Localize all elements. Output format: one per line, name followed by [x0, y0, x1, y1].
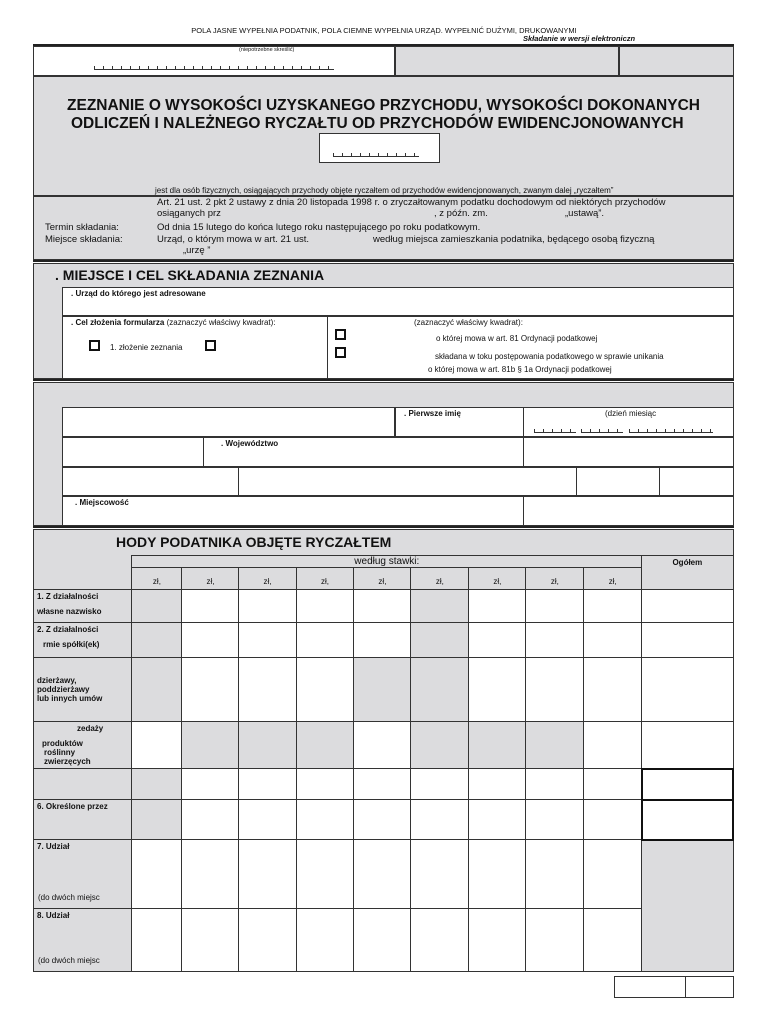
- row3-label-c: lub innych umów: [37, 694, 103, 703]
- correction-option2-label-a: składana w toku postępowania podatkowego w sprawie unikania: [435, 352, 664, 361]
- amount-cell[interactable]: [469, 769, 526, 800]
- share-cell[interactable]: [469, 840, 526, 909]
- table-row: [34, 623, 734, 658]
- correction-option2-checkbox[interactable]: [335, 347, 346, 358]
- amount-cell[interactable]: [584, 658, 642, 722]
- total-header: Ogółem: [642, 556, 733, 590]
- table-row: [34, 840, 734, 909]
- amount-cell[interactable]: [469, 590, 526, 623]
- row7-label-a: 7. Udział: [37, 842, 70, 851]
- amount-cell[interactable]: [354, 769, 411, 800]
- row3-label-a: dzierżawy,: [37, 676, 77, 685]
- amount-cell[interactable]: [296, 658, 354, 722]
- amount-cell[interactable]: [354, 722, 411, 769]
- amount-cell[interactable]: [642, 800, 733, 840]
- share-cell[interactable]: [354, 909, 411, 972]
- tax-office-label: . Urząd do którego jest adresowane: [71, 289, 206, 298]
- taxpayer-id-field[interactable]: [33, 46, 395, 76]
- place-text: Urząd, o którym mowa w art. 21 ust.: [157, 234, 310, 245]
- amount-cell[interactable]: [526, 623, 584, 658]
- purpose-label: . Cel złożenia formularza: [71, 318, 165, 327]
- currency-label: zł,: [354, 568, 411, 590]
- share-cell[interactable]: [296, 909, 354, 972]
- row4-label-c: roślinny: [44, 748, 76, 757]
- amount-cell[interactable]: [642, 658, 733, 722]
- currency-label: zł,: [584, 568, 642, 590]
- currency-label: zł,: [469, 568, 526, 590]
- legal-basis-b2: , z późn. zm.: [434, 208, 488, 219]
- postal-code-field[interactable]: [523, 496, 734, 526]
- amount-cell[interactable]: [584, 722, 642, 769]
- form-code-box: [614, 976, 686, 998]
- correction-field: [327, 316, 734, 379]
- section-c-title: HODY PODATNIKA OBJĘTE RYCZAŁTEM: [116, 534, 392, 550]
- row8-label-a: 8. Udział: [37, 911, 70, 920]
- district-field[interactable]: [523, 437, 734, 467]
- amount-cell[interactable]: [584, 623, 642, 658]
- legal-basis-a: Art. 21 ust. 2 pkt 2 ustawy z dnia 20 listopada 1998 r. o zryczałtowanym podatku dochodowym od niektórych przychodów: [157, 197, 666, 208]
- house-number-field[interactable]: [576, 467, 660, 496]
- amount-cell[interactable]: [469, 623, 526, 658]
- place-label: Miejsce składania:: [45, 234, 123, 245]
- correction-option2-label-b: o której mowa w art. 81b § 1a Ordynacji podatkowej: [428, 365, 612, 374]
- amount-cell[interactable]: [354, 590, 411, 623]
- amount-cell[interactable]: [642, 623, 733, 658]
- tax-office-field[interactable]: [62, 287, 734, 316]
- id-caption: (niepotrzebne skreślić): [239, 47, 295, 53]
- amount-cell[interactable]: [182, 769, 239, 800]
- place-text-3: „urzę ”: [183, 245, 211, 256]
- correction-option1-checkbox[interactable]: [335, 329, 346, 340]
- flat-number-field[interactable]: [659, 467, 734, 496]
- row3-label-b: poddzierżawy: [37, 685, 90, 694]
- share-cell[interactable]: [354, 840, 411, 909]
- office-field-2: [619, 46, 734, 76]
- year-field[interactable]: [319, 133, 440, 163]
- voivodeship-label: . Województwo: [221, 439, 279, 448]
- currency-label: zł,: [132, 568, 182, 590]
- page-number-box: [685, 976, 734, 998]
- amount-cell[interactable]: [526, 800, 584, 840]
- city-label: . Miejscowość: [75, 498, 129, 507]
- income-table: [33, 555, 734, 972]
- amount-cell[interactable]: [411, 769, 469, 800]
- amount-cell[interactable]: [354, 623, 411, 658]
- place-text-2: według miejsca zamieszkania podatnika, będącego osobą fizyczną: [373, 234, 655, 245]
- share-cell[interactable]: [132, 909, 182, 972]
- legal-basis-b1: osiąganych prz: [157, 208, 221, 219]
- share-cell[interactable]: [584, 909, 642, 972]
- purpose-hint: (zaznaczyć właściwy kwadrat):: [166, 318, 276, 327]
- amount-cell[interactable]: [584, 800, 642, 840]
- birth-date-field[interactable]: [523, 407, 734, 437]
- amount-cell[interactable]: [526, 658, 584, 722]
- share-cell[interactable]: [296, 840, 354, 909]
- row7-label-b: (do dwóch miejsc: [38, 893, 100, 902]
- row2-label-b: rmie spółki(ek): [43, 640, 100, 649]
- share-cell[interactable]: [239, 840, 296, 909]
- electronic-note: Składanie w wersji elektroniczn: [523, 34, 636, 43]
- row2-label-a: 2. Z działalności: [37, 625, 99, 634]
- submit-checkbox[interactable]: [89, 340, 100, 351]
- share-cell[interactable]: [411, 909, 469, 972]
- correction-checkbox[interactable]: [205, 340, 216, 351]
- amount-cell[interactable]: [526, 769, 584, 800]
- purpose-field: [62, 316, 328, 379]
- rates-header: według stawki:: [132, 556, 642, 568]
- amount-cell[interactable]: [642, 590, 733, 623]
- right-hint: (zaznaczyć właściwy kwadrat):: [414, 318, 523, 327]
- table-row: [34, 590, 734, 623]
- share-cell[interactable]: [526, 909, 584, 972]
- table-row: [34, 800, 734, 840]
- commune-field[interactable]: [62, 467, 239, 496]
- row6-label: 6. Określone przez: [37, 802, 108, 811]
- deadline-text: Od dnia 15 lutego do końca lutego roku następującego po roku podatkowym.: [157, 222, 481, 233]
- office-field: [395, 46, 619, 76]
- row4-label-d: zwierzęcych: [44, 757, 91, 766]
- share-cell[interactable]: [132, 840, 182, 909]
- row4-label-b: produktów: [42, 739, 83, 748]
- amount-cell[interactable]: [296, 769, 354, 800]
- table-row: [34, 909, 734, 972]
- share-cell[interactable]: [469, 909, 526, 972]
- street-field[interactable]: [238, 467, 577, 496]
- amount-cell[interactable]: [182, 623, 239, 658]
- amount-cell[interactable]: [182, 800, 239, 840]
- amount-cell[interactable]: [239, 800, 296, 840]
- share-cell[interactable]: [239, 909, 296, 972]
- first-name-field[interactable]: [395, 407, 524, 437]
- currency-label: zł,: [526, 568, 584, 590]
- amount-cell[interactable]: [354, 800, 411, 840]
- share-cell[interactable]: [584, 840, 642, 909]
- currency-label: zł,: [182, 568, 239, 590]
- city-field[interactable]: [62, 496, 524, 526]
- amount-cell[interactable]: [182, 590, 239, 623]
- amount-cell[interactable]: [642, 769, 733, 800]
- submit-option-label: 1. złożenie zeznania: [110, 343, 183, 352]
- first-name-label: . Pierwsze imię: [404, 409, 461, 418]
- fill-instruction: POLA JASNE WYPEŁNIA PODATNIK, POLA CIEMNE WYPEŁNIA URZĄD. WYPEŁNIĆ DUŻYMI, DRUKOWANYMI: [191, 26, 577, 35]
- amount-cell[interactable]: [584, 590, 642, 623]
- row4-label-a: zedaży: [77, 724, 104, 733]
- amount-cell[interactable]: [469, 800, 526, 840]
- amount-cell[interactable]: [239, 590, 296, 623]
- amount-cell[interactable]: [296, 800, 354, 840]
- row8-label-b: (do dwóch miejsc: [38, 956, 100, 965]
- country-field[interactable]: [62, 437, 204, 467]
- table-row: [34, 658, 734, 722]
- table-row: [34, 769, 734, 800]
- amount-cell[interactable]: [239, 769, 296, 800]
- share-cell[interactable]: [411, 840, 469, 909]
- amount-cell[interactable]: [296, 623, 354, 658]
- amount-cell[interactable]: [469, 658, 526, 722]
- legal-basis-b3: „ustawą”.: [565, 208, 605, 219]
- share-cell[interactable]: [526, 840, 584, 909]
- amount-cell[interactable]: [182, 658, 239, 722]
- form-title-line1: ZEZNANIE O WYSOKOŚCI UZYSKANEGO PRZYCHODU, WYSOKOŚCI DOKONANYCH: [67, 97, 700, 114]
- row1-label-b: własne nazwisko: [37, 607, 102, 616]
- share-cell[interactable]: [182, 840, 239, 909]
- amount-cell[interactable]: [411, 800, 469, 840]
- voivodeship-field[interactable]: [203, 437, 524, 467]
- table-row: [34, 722, 734, 769]
- amount-cell[interactable]: [239, 623, 296, 658]
- share-cell[interactable]: [182, 909, 239, 972]
- deadline-label: Termin składania:: [45, 222, 119, 233]
- birth-date-label: (dzień miesiąc: [605, 409, 657, 418]
- amount-cell[interactable]: [296, 590, 354, 623]
- currency-label: zł,: [239, 568, 296, 590]
- amount-cell[interactable]: [584, 769, 642, 800]
- amount-cell[interactable]: [132, 722, 182, 769]
- amount-cell[interactable]: [642, 722, 733, 769]
- amount-cell[interactable]: [239, 658, 296, 722]
- surname-field[interactable]: [62, 407, 395, 437]
- currency-label: zł,: [411, 568, 469, 590]
- form-title-line2: ODLICZEŃ I NALEŻNEGO RYCZAŁTU OD PRZYCHODÓW EWIDENCJONOWANYCH: [71, 115, 684, 132]
- row1-label-a: 1. Z działalności: [37, 592, 99, 601]
- amount-cell[interactable]: [526, 590, 584, 623]
- currency-label: zł,: [296, 568, 354, 590]
- purpose-text: jest dla osób fizycznych, osiągających przychody objęte ryczałtem od przychodów ewidencjonowanych, zwanym dalej „ryczałtem”: [155, 186, 614, 195]
- section-a-title: . MIEJSCE I CEL SKŁADANIA ZEZNANIA: [55, 267, 325, 283]
- correction-option1-label: o której mowa w art. 81 Ordynacji podatkowej: [436, 334, 598, 343]
